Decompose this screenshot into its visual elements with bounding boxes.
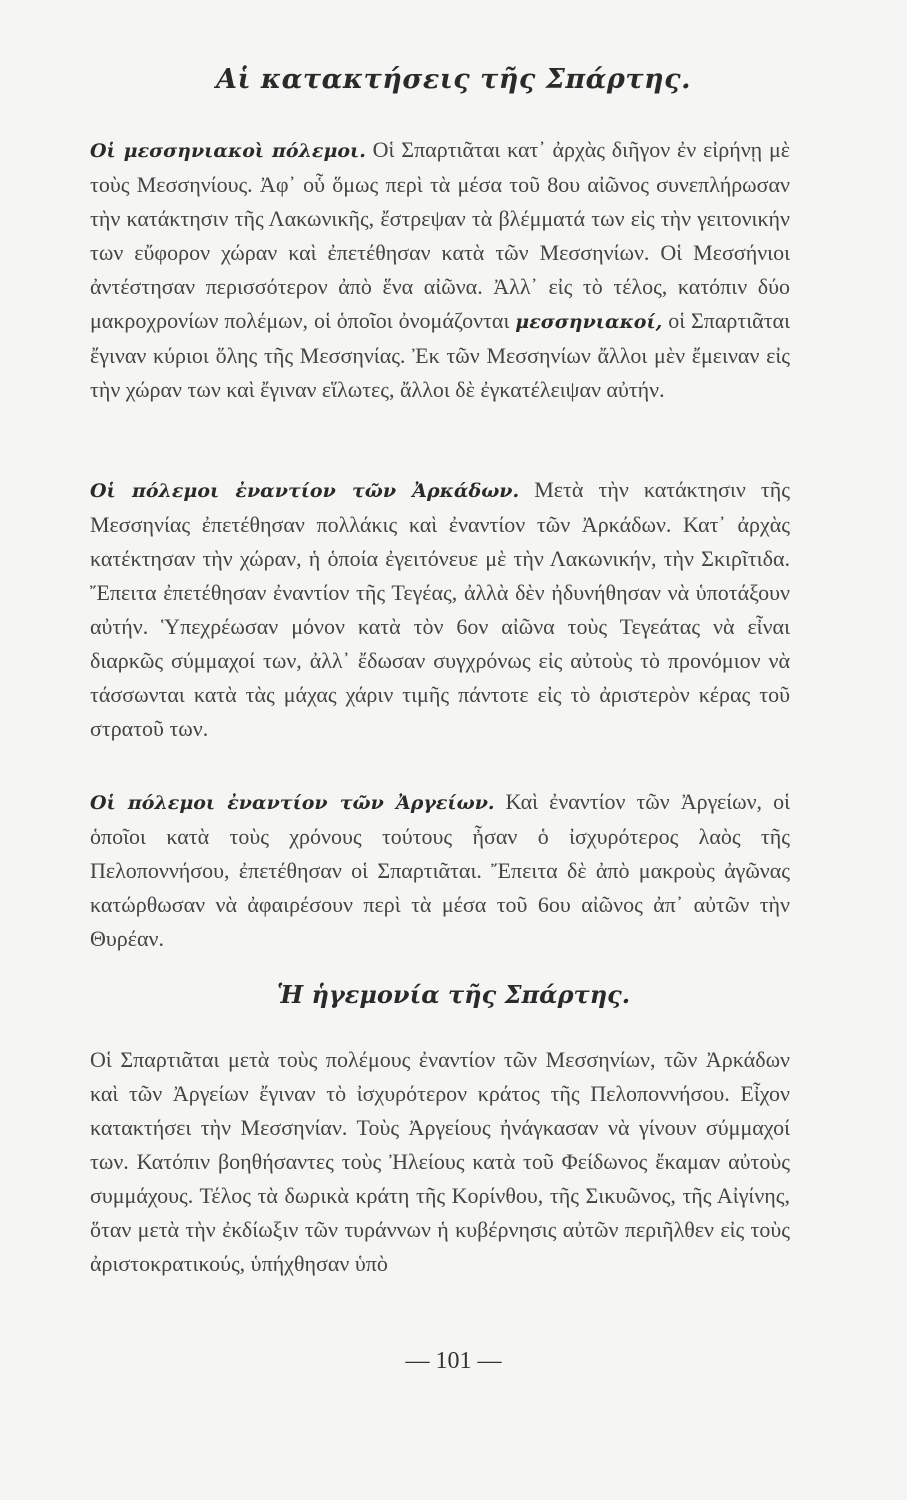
paragraph: Οἱ Σπαρτιᾶται μετὰ τοὺς πολέμους ἐναντίον τῶν Μεσσηνίων, τῶν Ἀρκάδων καὶ τῶν Ἀργείων ἔγιναν τὸ ἰσχυρότερον κράτος τῆς Πελοποννήσου. Εἶχον κατακτήσει τὴν Μεσσηνίαν. Τοὺς Ἀργείους ἠνάγκασαν νὰ γίνουν σύμμαχοί των. Κατόπιν βοηθήσαντες τοὺς Ἠλείους κατὰ τοῦ Φείδωνος ἔκαμαν αὐτοὺς συμμάχους. Τέλος τὰ δωρικὰ κράτη τῆς Κορίνθου, τῆς Σικυῶνος, τῆς Αἰγίνης, ὅταν μετὰ τὴν ἐκδίωξιν τῶν τυράννων ἡ κυβέρνησις αὐτῶν περιῆλθεν εἰς τοὺς ἀριστοκρατικούς, ὑπήχθησαν ὑπὸ (90, 1047, 790, 1276)
section-heading: Οἱ πόλεμοι ἐναντίον τῶν Ἀρκάδων. (90, 480, 520, 502)
paragraph (90, 133, 790, 407)
section-heading: Οἱ πόλεμοι ἐναντίον τῶν Ἀργείων. (90, 792, 495, 814)
emphasized-term: μεσσηνιακοί, (515, 311, 663, 333)
paragraph (90, 785, 790, 956)
paragraph-text: οἱ Σπαρτιᾶται ἔγιναν κύριοι ὅλης τῆς Μεσσηνίας. Ἐκ τῶν Μεσσηνίων ἄλλοι μὲν ἔμειναν εἰς τὴν χώραν των καὶ ἔγιναν εἵλωτες, ἄλλοι δὲ ἐγκατέλειψαν αὐτήν. (90, 308, 790, 402)
paragraph (90, 473, 790, 746)
section-title: Ἡ ἡγεμονία τῆς Σπάρτης. (276, 980, 631, 1009)
paragraph-text: Μετὰ τὴν κατάκτησιν τῆς Μεσσηνίας ἐπετέθησαν πολλάκις καὶ ἐναντίον τῶν Ἀρκάδων. Κατ᾽ ἀρχὰς κατέκτησαν τὴν χώραν, ἡ ὁποία ἐγειτόνευε μὲ τὴν Λακωνικήν, τὴν Σκιρῖτιδα. Ἔπειτα ἐπετέθησαν ἐναντίον τῆς Τεγέας, ἀλλὰ δὲν ἠδυνήθησαν νὰ ὑποτάξουν αὐτήν. Ὑπεχρέωσαν μόνον κατὰ τὸν 6ον αἰῶνα τοὺς Τεγεάτας νὰ εἶναι διαρκῶς σύμμαχοί των, ἀλλ᾽ ἔδωσαν συγχρόνως εἰς αὐτοὺς τὸ προνόμιον νὰ τάσσωνται κατὰ τὰς μάχας χάριν τιμῆς πάντοτε εἰς τὸ ἀριστερὸν κέρας τοῦ στρατοῦ των. (90, 477, 790, 741)
page-title: Αἱ κατακτήσεις τῆς Σπάρτης. (216, 64, 691, 95)
page-number: — 101 — (405, 1348, 502, 1374)
section-arcadian-wars (90, 473, 790, 746)
paragraph-text: Καὶ ἐναντίον τῶν Ἀργείων, οἱ ὁποῖοι κατὰ τοὺς χρόνους τούτους ἦσαν ὁ ἰσχυρότερος λαὸς τῆς Πελοποννήσου, ἐπετέθησαν οἱ Σπαρτιᾶται. Ἔπειτα δὲ ἀπὸ μακροὺς ἀγῶνας κατώρθωσαν νὰ ἀφαιρέσουν περὶ τὰ μέσα τοῦ 6ου αἰῶνος ἀπ᾽ αὐτῶν τὴν Θυρέαν. (90, 789, 790, 951)
section-argive-wars (90, 785, 790, 956)
section-heading: Οἱ μεσσηνιακοὶ πόλεμοι. (90, 140, 366, 162)
section-messenian-wars (90, 133, 790, 407)
section-hegemony (90, 1043, 790, 1281)
paragraph-text: Οἱ Σπαρτιᾶται κατ᾽ ἀρχὰς διῆγον ἐν εἰρήνῃ μὲ τοὺς Μεσσηνίους. Ἀφ᾽ οὗ ὅμως περὶ τὰ μέσα τοῦ 8ου αἰῶνος συνεπλήρωσαν τὴν κατάκτησιν τῆς Λακωνικῆς, ἔστρεψαν τὰ βλέμματά των εἰς τὴν γειτονικήν των εὔφορον χώραν καὶ ἐπετέθησαν κατὰ τῶν Μεσσηνίων. Οἱ Μεσσήνιοι ἀντέστησαν περισσότερον ἀπὸ ἕνα αἰῶνα. Ἀλλ᾽ εἰς τὸ τέλος, κατόπιν δύο μακροχρονίων πολέμων, οἱ ὁποῖοι ὀνομάζονται (90, 137, 790, 333)
